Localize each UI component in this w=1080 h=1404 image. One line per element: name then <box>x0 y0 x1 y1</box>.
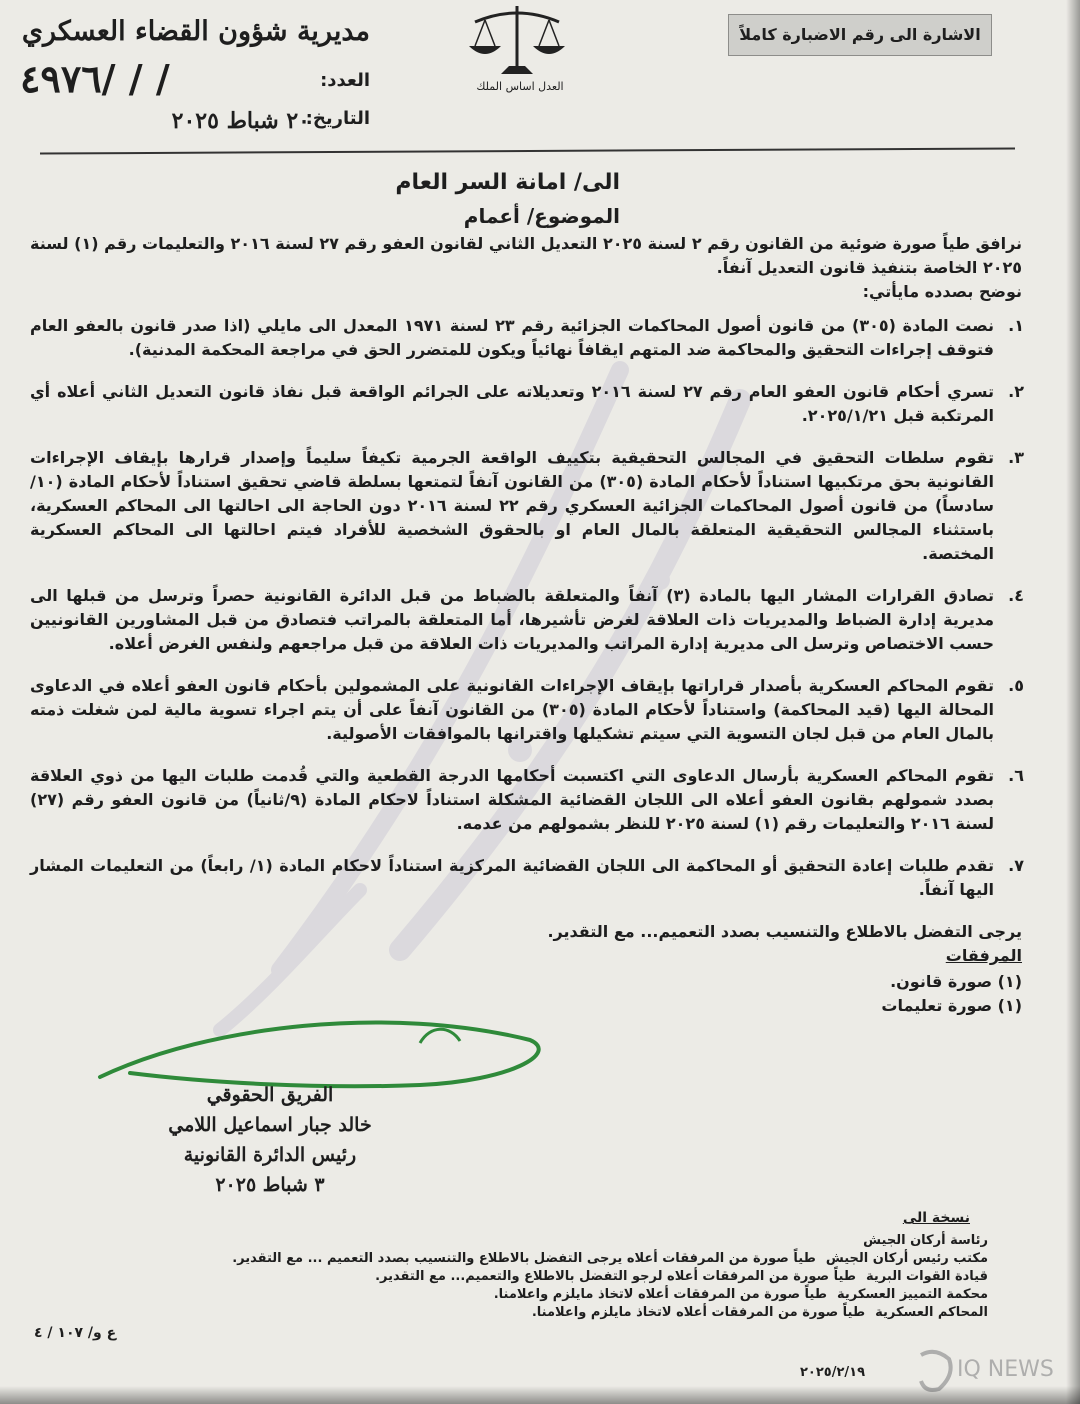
copies-title: نسخة الى <box>902 1210 970 1226</box>
list-item <box>30 314 1022 362</box>
attachments-title: المرفقات <box>945 946 1022 965</box>
signer-rank: الفريق الحقوقي <box>206 1084 334 1106</box>
directorate-name: مديرية شؤون القضاء العسكري <box>21 16 370 47</box>
list-item: (١) صورة قانون. <box>890 972 1022 991</box>
item-number: ٣. <box>1008 448 1024 467</box>
signature-date: ٣ شباط ٢٠٢٥ <box>215 1174 325 1196</box>
item-number: ١. <box>1008 316 1024 335</box>
copy-destination: المحاكم العسكرية <box>875 1305 988 1320</box>
item-text: تقوم سلطات التحقيق في المجالس التحقيقية بتكييف الواقعة الجرمية تكيفاً سليماً وإصدار قرارها بإيقاف الإجراءات القانونية بحق مرتكبيها استناداً لأحكام المادة (٣٠٥) من القانون آنفاً لتمتعها بسلطة قاضي تحقيق استناداً لأحكام المادة (١٠/سادساً) من قانون أصول المحاكمات الجزائية العسكري رقم ٢٢ لسنة ٢٠١٦ دون الحاجة الى احالتها الى المحاكم العسكرية، باستثناء المجالس التحقيقية المتعلقة بالمال العام او بالحقوق الشخصية للأفراد فيتم احالتها الى المحاكم العسكرية المختصة. <box>30 448 995 563</box>
item-number: ٦. <box>1008 766 1024 785</box>
header-divider <box>40 147 1015 154</box>
motto: العدل اساس الملك <box>476 80 564 93</box>
list-item <box>30 584 1022 656</box>
copy-destination: رئاسة أركان الجيش <box>863 1233 988 1248</box>
item-number: ٤. <box>1008 586 1024 605</box>
addressee-to: الى/ امانة السر العام <box>395 170 620 195</box>
list-item <box>168 1286 988 1304</box>
item-text: نصت المادة (٣٠٥) من قانون أصول المحاكمات الجزائية رقم ٢٣ لسنة ١٩٧١ المعدل الى مايلي (اذا صدر قانون بالعفو العام فتوقف إجراءات التحقيق والمحاكمة ضد المتهم ايقافاً نهائياً ويكون للمتضرر الحق في مراجعة المحكمة المدنية). <box>30 316 995 359</box>
list-item <box>30 446 1022 566</box>
footer-reference: ٢٠٢٥/٢/١٩ <box>800 1365 866 1380</box>
copy-destination: مكتب رئيس أركان الجيش <box>825 1251 988 1266</box>
copy-text: طياً صورة من المرفقات أعلاه لاتخاذ مايلزم واعلامنا. <box>493 1287 827 1302</box>
letter-body <box>30 232 1022 1018</box>
number-label: العدد: <box>320 70 370 91</box>
list-item <box>168 1232 988 1250</box>
intro-paragraph: نرافق طياً صورة ضوئية من القانون رقم ٢ لسنة ٢٠٢٥ التعديل الثاني لقانون العفو رقم ٢٧ لسنة ٢٠١٦ والتعليمات رقم (١) لسنة ٢٠٢٥ الخاصة بتنفيذ قانون التعديل آنفاً. <box>30 234 1023 277</box>
reference-box: الاشارة الى رقم الاضبارة كاملاً <box>728 14 992 56</box>
closing-line: يرجى التفضل بالاطلاع والتنسيب بصدد التعميم... مع التقدير. <box>547 922 1022 941</box>
item-number: ٧. <box>1008 856 1024 875</box>
copy-destination: محكمة التمييز العسكرية <box>836 1287 988 1302</box>
item-text: تصادق القرارات المشار اليها بالمادة (٣) آنفاً والمتعلقة بالضباط من قبل الدائرة القانونية حصراً وترسل من قبلها الى مديرية إدارة الضباط والمديريات ذات العلاقة لغرض تأشيرها، أما المتعلقة بالمراتب فتصادق من قبل المشاورين القانونيين حسب الاختصاص وترسل الى مديرية إدارة المراتب والمديريات ذات العلاقة من قبل مراجعهم ولنفس الغرض أعلاه. <box>30 586 995 653</box>
copy-text: طياً صورة من المرفقات أعلاه لاتخاذ مايلزم واعلامنا. <box>531 1305 866 1320</box>
item-number: ٢. <box>1008 382 1024 401</box>
document-number: ٤٩٧٦/ / / <box>20 56 170 101</box>
list-item: (١) صورة تعليمات <box>881 996 1022 1015</box>
list-item <box>30 674 1022 746</box>
signer-name: خالد جبار اسماعيل اللامي <box>168 1114 372 1136</box>
list-item <box>30 380 1022 428</box>
signature-block <box>150 1080 390 1200</box>
item-text: تقوم المحاكم العسكرية بأرسال الدعاوى التي اكتسبت أحكامها الدرجة القطعية والتي قُدمت طلبات اليها من ذوي العلاقة بصدد شمولهم بقانون العفو أعلاه الى اللجان القضائية المشكلة استناداً لاحكام المادة (٩/ثانياً) من قانون العفو رقم (٢٧) لسنة ٢٠١٦ والتعليمات رقم (١) لسنة ٢٠٢٥ للنظر بشمولهم من عدمه. <box>30 766 995 833</box>
footer-code: ع و/ ١٠٧ / ٤ <box>34 1325 117 1341</box>
copy-text: طياً صورة من المرفقات أعلاه لرجو التفضل بالاطلاع والتعميم... مع التقدير. <box>375 1269 857 1284</box>
copy-destination: قيادة القوات البرية <box>866 1269 988 1284</box>
copies-list <box>168 1232 988 1322</box>
list-item <box>168 1250 988 1268</box>
document-date: ٢٠ شباط ٢٠٢٥ <box>171 108 310 134</box>
list-item <box>30 854 1022 902</box>
copy-text: طياً صورة من المرفقات أعلاه يرجى التفضل بالاطلاع والتنسيب بصدد التعميم ... مع التقدير. <box>232 1251 816 1266</box>
item-text: تسري أحكام قانون العفو العام رقم ٢٧ لسنة ٢٠١٦ وتعديلاته على الجرائم الواقعة قبل نفاذ قانون التعديل الثاني أعلاه أي المرتكبة قبل ٢٠٢٥/١/٢١. <box>30 382 994 425</box>
addressee-subject: الموضوع/ أعمام <box>463 204 620 228</box>
numbered-items <box>30 314 1022 902</box>
date-label: التاريخ: <box>305 108 370 129</box>
watermark-logo-text: IQ NEWS <box>957 1357 1054 1382</box>
list-item <box>30 764 1022 836</box>
list-item <box>168 1304 988 1322</box>
page-bottom-shadow <box>0 1386 1080 1404</box>
item-number: ٥. <box>1008 676 1024 695</box>
item-text: تقوم المحاكم العسكرية بأصدار قراراتها بإيقاف الإجراءات القانونية على المشمولين بأحكام قانون العفو أعلاه في الدعاوى المحالة اليها (قيد المحاكمة) واستناداً لأحكام المادة (٣٠٥) من القانون آنفاً على أن يتم اجراء تسوية مالية لمن شغلت ذمته بالمال العام من قبل لجان التسوية التي سيتم تشكيلها واقترانها بالموافقات الأصولية. <box>30 676 994 743</box>
list-item <box>168 1268 988 1286</box>
item-text: تقدم طلبات إعادة التحقيق أو المحاكمة الى اللجان القضائية المركزية استناداً لاحكام المادة (١/ رابعاً) من التعليمات المشار اليها آنفاً. <box>30 856 994 899</box>
lead-line: نوضح بصدده مايأتي: <box>862 282 1022 301</box>
signer-title: رئيس الدائرة القانونية <box>183 1144 357 1166</box>
page-edge-shadow <box>1066 0 1080 1404</box>
